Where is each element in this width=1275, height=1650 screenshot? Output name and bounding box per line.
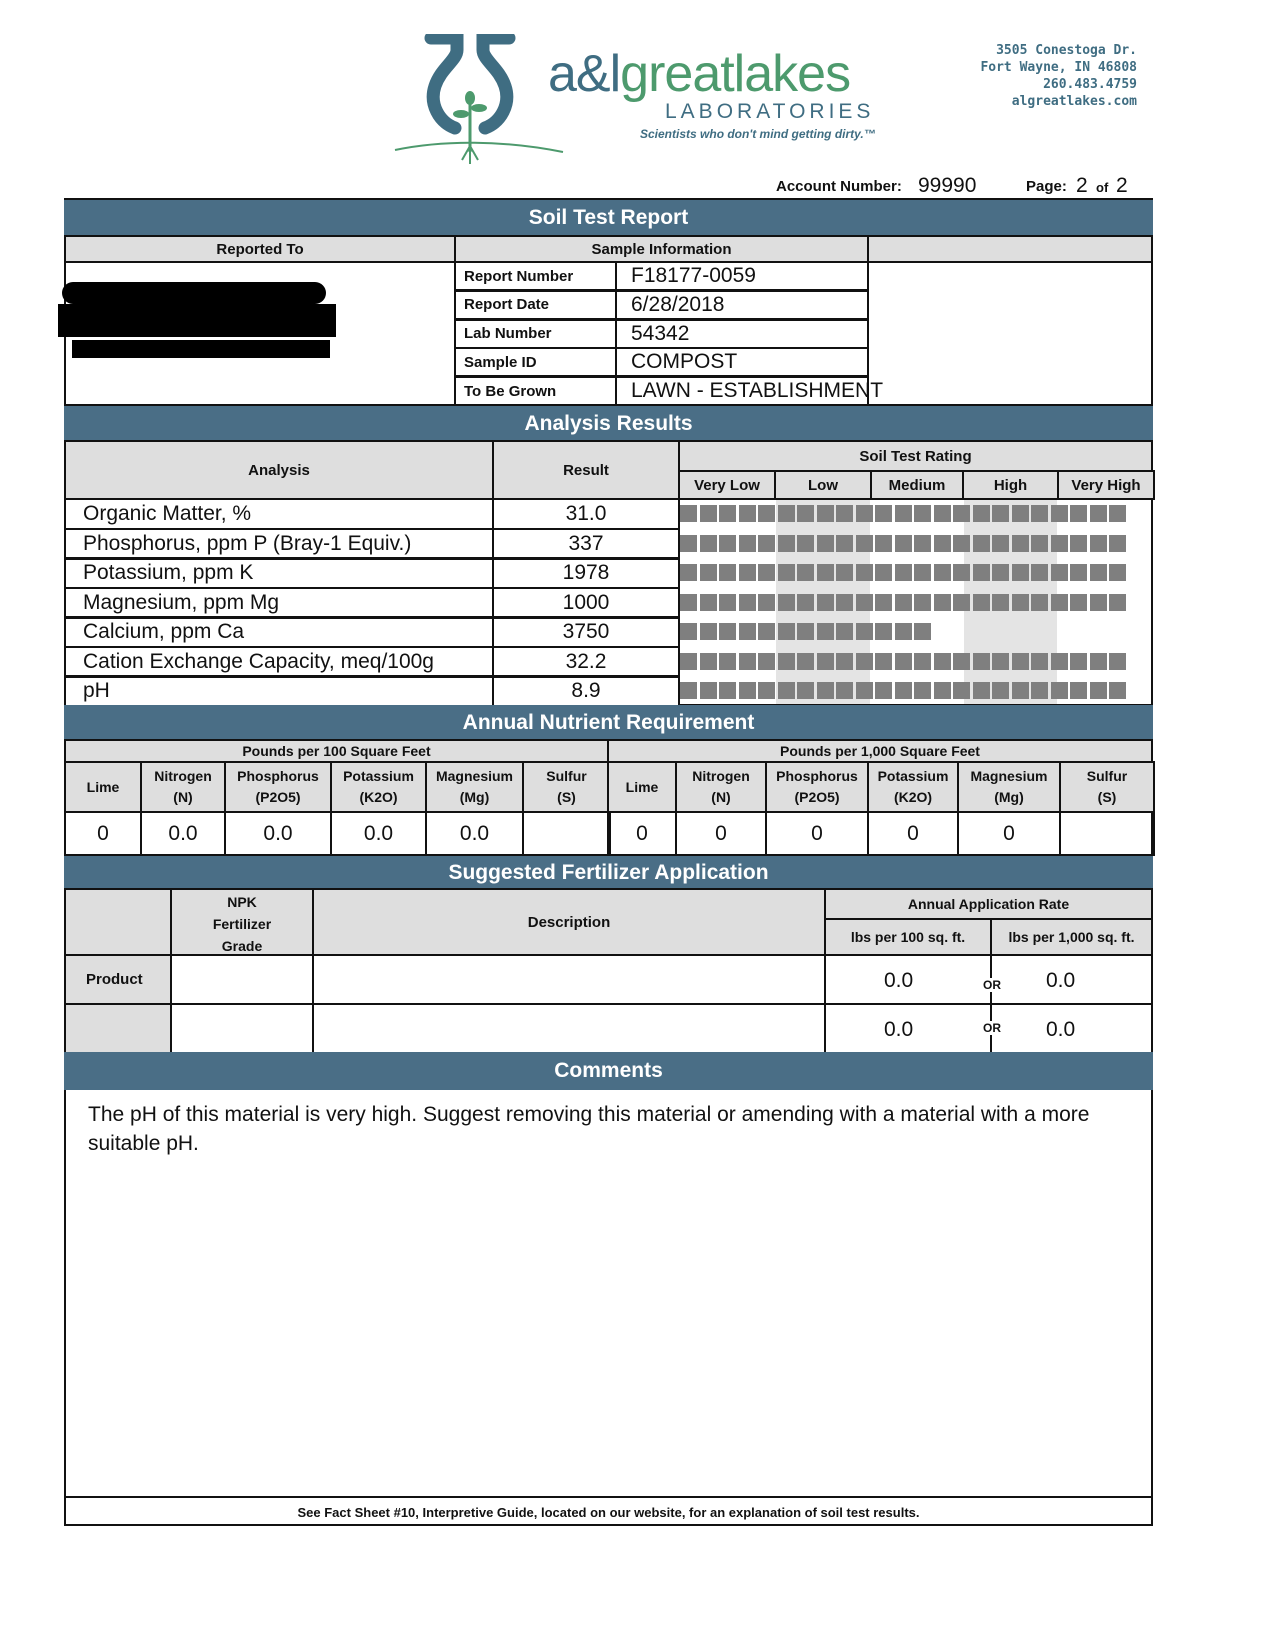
sample-field-value: 54342 (615, 319, 869, 349)
nutrient-col-header (425, 761, 524, 813)
rate-1000-value: 0.0 (1046, 1018, 1076, 1041)
nutrient-col-header (140, 761, 226, 813)
nutrient-col-header (765, 761, 869, 813)
nutrient-col-unit: (K2O) (359, 789, 398, 805)
analysis-col-label: Analysis (248, 461, 310, 479)
rating-area-frame (678, 498, 1153, 706)
rate-100-header (824, 918, 992, 956)
company-address (980, 42, 1137, 110)
nutrient-value: 0.0 (425, 811, 524, 856)
description-header (312, 888, 826, 956)
nutrient-col-name: Sulfur (546, 768, 587, 784)
description-label: Description (527, 913, 611, 931)
sample-field-label: To Be Grown (454, 376, 617, 406)
analysis-result: 32.2 (492, 646, 680, 678)
nutrient-col-name: Potassium (343, 768, 414, 784)
redaction-mark (58, 304, 336, 337)
nutrient-col-header (522, 761, 611, 813)
nutrient-col-unit: (P2O5) (255, 789, 301, 805)
rate-100-label: lbs per 100 sq. ft. (850, 929, 966, 945)
nutrient-value: 0.0 (330, 811, 427, 856)
analysis-name: Calcium, ppm Ca (64, 616, 494, 648)
analysis-name: Cation Exchange Capacity, meq/100g (64, 646, 494, 678)
rating-header (678, 440, 1153, 472)
analysis-name: Magnesium, ppm Mg (64, 587, 494, 619)
nutrient-col-name: Sulfur (1086, 768, 1128, 784)
nutrient-col-header (675, 761, 767, 813)
nutrient-value: 0.0 (140, 811, 226, 856)
nutrient-col-header (330, 761, 427, 813)
sample-field-value: F18177-0059 (615, 261, 869, 291)
nutrient-value: 0 (607, 811, 677, 856)
sample-field-value: 6/28/2018 (615, 290, 869, 320)
nutrient-col-header (607, 761, 677, 813)
result-col-header (492, 440, 680, 500)
rate-1000-header (990, 918, 1153, 956)
nutrient-col-header (957, 761, 1061, 813)
or-label: OR (983, 978, 1001, 992)
company-sub: LABORATORIES (665, 100, 875, 123)
analysis-name: Phosphorus, ppm P (Bray-1 Equiv.) (64, 528, 494, 560)
sample-field-label: Lab Number (454, 319, 617, 349)
fertilizer-title: Suggested Fertilizer Application (64, 856, 1153, 890)
comments-title: Comments (64, 1052, 1153, 1090)
description-cell (312, 1003, 826, 1054)
nutrient-col-unit: (Mg) (459, 789, 490, 805)
phone-number: 260.483.4759 (1043, 77, 1137, 92)
nutrient-col-unit: Lime (625, 778, 659, 795)
nutrient-col-name: Nitrogen (692, 768, 750, 784)
reported-to-header: Reported To (64, 235, 456, 263)
nutrient-value: 0.0 (224, 811, 332, 856)
sample-field-value: COMPOST (615, 347, 869, 377)
nutrient-col-unit: (N) (711, 789, 731, 805)
rate-header (824, 888, 1153, 920)
analysis-title: Analysis Results (64, 406, 1153, 442)
blank-info-cell (867, 261, 1153, 406)
sample-field-label: Report Date (454, 290, 617, 320)
page-label: Page: (1026, 178, 1067, 195)
report-title: Soil Test Report (64, 200, 1153, 236)
page-of: of (1096, 180, 1109, 195)
nutrient-col-name: Nitrogen (154, 768, 212, 784)
comments-text: The pH of this material is very high. Suggest removing this material or amending with a material with a more suitable pH. (88, 1103, 1090, 1155)
group-1000-label: Pounds per 1,000 Square Feet (780, 743, 980, 759)
footer-note (64, 1496, 1153, 1526)
address-line: Fort Wayne, IN 46808 (980, 60, 1137, 75)
analysis-result: 1000 (492, 587, 680, 619)
nutrient-col-unit: (S) (557, 789, 576, 805)
analysis-name: Organic Matter, % (64, 498, 494, 530)
rating-level-label: Very High (1057, 470, 1155, 500)
nutrient-col-unit: (P2O5) (794, 789, 840, 805)
website: algreatlakes.com (1011, 94, 1137, 109)
rating-level-label: Very Low (678, 470, 776, 500)
nutrient-col-unit: Lime (86, 778, 120, 795)
rating-title: Soil Test Rating (859, 447, 972, 465)
product-header-blank (64, 888, 172, 956)
nutrient-group-1000 (607, 739, 1153, 763)
company-name: a&lgreatlakes (548, 45, 851, 103)
analysis-result: 8.9 (492, 675, 680, 707)
nutrient-value: 0 (867, 811, 959, 856)
npk-label: NPK (227, 894, 257, 910)
account-label: Account Number: (776, 178, 902, 195)
analysis-result: 3750 (492, 616, 680, 648)
analysis-result: 31.0 (492, 498, 680, 530)
redaction-mark (62, 282, 326, 304)
rating-level-label: Low (774, 470, 872, 500)
nutrient-col-unit: (S) (1097, 789, 1117, 805)
analysis-result: 337 (492, 528, 680, 560)
rate-100-value: 0.0 (884, 969, 914, 992)
product-row-label (64, 1003, 172, 1054)
blank-header-cell (867, 235, 1153, 263)
analysis-name: Potassium, ppm K (64, 557, 494, 589)
footer-text: See Fact Sheet #10, Interpretive Guide, located on our website, for an explanation of soil test results. (297, 1504, 920, 1520)
page-total: 2 (1116, 174, 1128, 197)
redaction-mark (72, 340, 330, 358)
sample-field-label: Sample ID (454, 347, 617, 377)
or-label: OR (983, 1021, 1001, 1035)
analysis-result: 1978 (492, 557, 680, 589)
group-100-label: Pounds per 100 Square Feet (242, 743, 431, 759)
nutrient-col-name: Phosphorus (776, 768, 858, 784)
npk-grade-cell (170, 1003, 314, 1054)
nutrient-col-unit: (Mg) (994, 789, 1024, 805)
nutrient-col-unit: (N) (173, 789, 193, 805)
nutrient-col-name: Phosphorus (237, 768, 319, 784)
nutrient-col-header (224, 761, 332, 813)
address-line: 3505 Conestoga Dr. (996, 43, 1137, 58)
nutrient-value: 0 (765, 811, 869, 856)
analysis-name: pH (64, 675, 494, 707)
npk-header (170, 888, 314, 956)
rate-title: Annual Application Rate (907, 896, 1070, 912)
analysis-col-header (64, 440, 494, 500)
rate-1000-label: lbs per 1,000 sq. ft. (1008, 929, 1135, 945)
rating-level-label: Medium (870, 470, 964, 500)
rate-100-value: 0.0 (884, 1018, 914, 1041)
nutrient-col-name: Magnesium (435, 768, 513, 784)
nutrient-col-header (64, 761, 142, 813)
nutrient-value (1059, 811, 1155, 856)
nutrient-col-name: Potassium (877, 768, 949, 784)
sample-field-label: Report Number (454, 261, 617, 291)
result-col-label: Result (563, 461, 609, 479)
nutrient-col-header (867, 761, 959, 813)
rate-1000-value: 0.0 (1046, 969, 1076, 992)
npk-label: Fertilizer (212, 916, 272, 932)
lab-logo-icon (393, 34, 573, 168)
sample-info-header: Sample Information (454, 235, 869, 263)
npk-grade-cell (170, 954, 314, 1005)
product-label: Product (86, 971, 143, 988)
nutrient-value: 0 (675, 811, 767, 856)
nutrient-value (522, 811, 611, 856)
nutrient-value: 0 (64, 811, 142, 856)
nutrient-col-header (1059, 761, 1155, 813)
nutrient-group-100 (64, 739, 609, 763)
nutrient-value: 0 (957, 811, 1061, 856)
description-cell (312, 954, 826, 1005)
rating-level-label: High (962, 470, 1059, 500)
nutrient-col-unit: (K2O) (893, 789, 933, 805)
company-tagline: Scientists who don't mind getting dirty.™ (640, 127, 876, 141)
product-row-label (64, 954, 172, 1005)
account-number: 99990 (918, 174, 977, 197)
npk-label: Grade (221, 938, 263, 954)
page-number: 2 (1076, 174, 1088, 197)
sample-field-value: LAWN - ESTABLISHMENT (615, 376, 869, 406)
nutrient-col-name: Magnesium (970, 768, 1048, 784)
nutrient-title: Annual Nutrient Requirement (64, 705, 1153, 741)
